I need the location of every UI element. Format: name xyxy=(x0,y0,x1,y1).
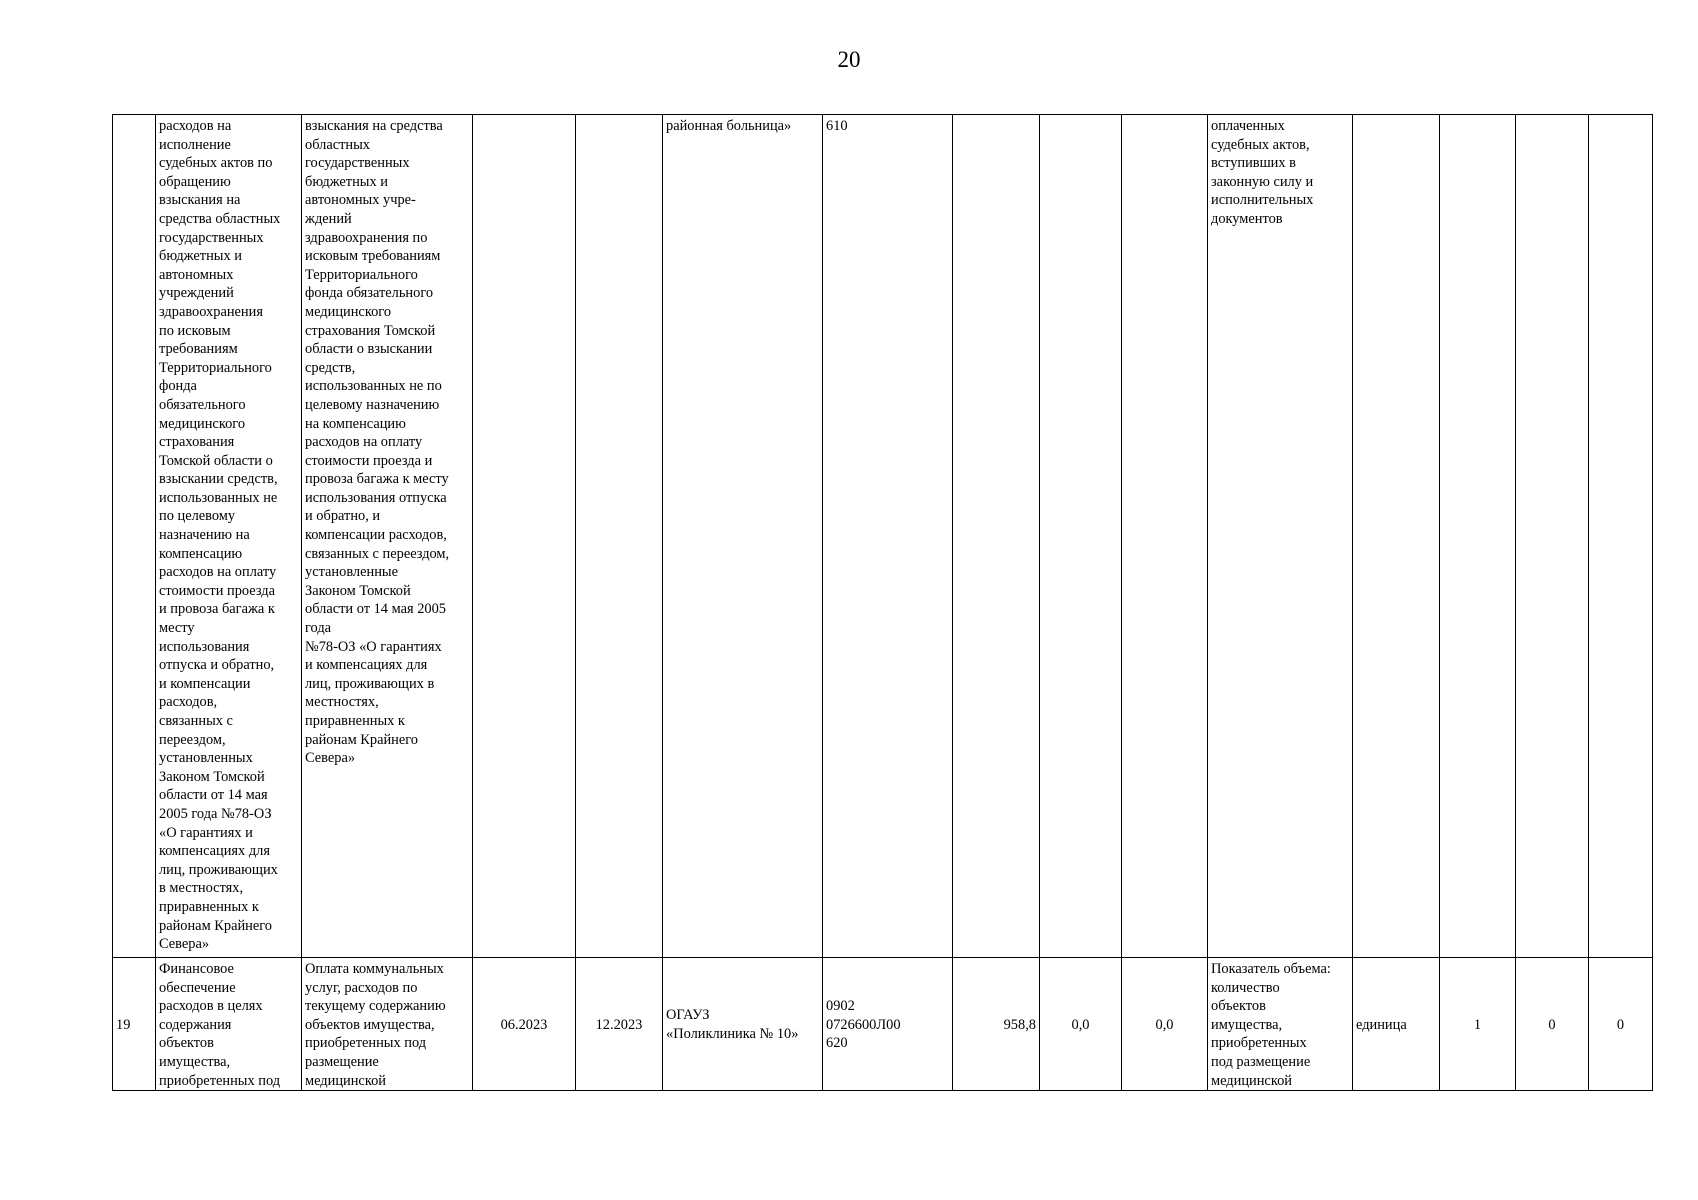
cell-value-1: 1 xyxy=(1440,958,1516,1091)
cell-start-date: 06.2023 xyxy=(473,958,576,1091)
cell-num: 19 xyxy=(113,958,156,1091)
cell-indicator: Показатель объема: количество объектов имущества, приобретенных под размещение медицинской xyxy=(1208,958,1353,1091)
program-activities-table xyxy=(112,114,1653,1091)
cell-executor: ОГАУЗ «Поликлиника № 10» xyxy=(663,958,823,1091)
cell-budget-code: 0902 0726600Л00 620 xyxy=(823,958,953,1091)
cell-amount-1: 958,8 xyxy=(953,958,1040,1091)
cell-end-date: 12.2023 xyxy=(576,958,663,1091)
cell-unit xyxy=(1353,115,1440,958)
cell-amount-3: 0,0 xyxy=(1122,958,1208,1091)
cell-activity-name: Финансовое обеспечение расходов в целях содержания объектов имущества, приобретенных под xyxy=(156,958,302,1091)
cell-amount-1 xyxy=(953,115,1040,958)
cell-indicator: оплаченных судебных актов, вступивших в законную силу и исполнительных документов xyxy=(1208,115,1353,958)
cell-start-date xyxy=(473,115,576,958)
cell-value-2 xyxy=(1516,115,1589,958)
page-number: 20 xyxy=(837,47,861,72)
cell-unit: единица xyxy=(1353,958,1440,1091)
cell-activity-description: Оплата коммунальных услуг, расходов по текущему содержанию объектов имущества, приобретенных под размещение медицинской xyxy=(302,958,473,1091)
cell-num xyxy=(113,115,156,958)
cell-activity-description: взыскания на средства областных государственных бюджетных и автономных учре- ждений здравоохранения по исковым требованиям Территориального фонда обязательного медицинского страхования Томской области о взыскании средств, использованных не по целевому назначению на компенсацию расходов на оплату стоимости проезда и провоза багажа к месту использования отпуска и обратно, и компенсации расходов, связанных с переездом, установленные Законом Томской области от 14 мая 2005 года №78-ОЗ «О гарантиях и компенсациях для лиц, проживающих в местностях, приравненных к районам Крайнего Севера» xyxy=(302,115,473,958)
cell-activity-name: расходов на исполнение судебных актов по обращению взыскания на средства областных государственных бюджетных и автономных учреждений здравоохранения по исковым требованиям Территориального фонда обязательного медицинского страхования Томской области о взыскании средств, использованных не по целевому назначению на компенсацию расходов на оплату стоимости проезда и провоза багажа к месту использования отпуска и обратно, и компенсации расходов, связанных с переездом, установленных Законом Томской области от 14 мая 2005 года №78-ОЗ «О гарантиях и компенсациях для лиц, проживающих в местностях, приравненных к районам Крайнего Севера» xyxy=(156,115,302,958)
cell-amount-2: 0,0 xyxy=(1040,958,1122,1091)
table-row-continuation xyxy=(113,115,1653,958)
cell-budget-code: 610 xyxy=(823,115,953,958)
cell-value-3 xyxy=(1589,115,1653,958)
cell-amount-2 xyxy=(1040,115,1122,958)
cell-end-date xyxy=(576,115,663,958)
cell-executor: районная больница» xyxy=(663,115,823,958)
cell-value-2: 0 xyxy=(1516,958,1589,1091)
table-row-19 xyxy=(113,958,1653,1091)
cell-value-3: 0 xyxy=(1589,958,1653,1091)
cell-value-1 xyxy=(1440,115,1516,958)
cell-amount-3 xyxy=(1122,115,1208,958)
